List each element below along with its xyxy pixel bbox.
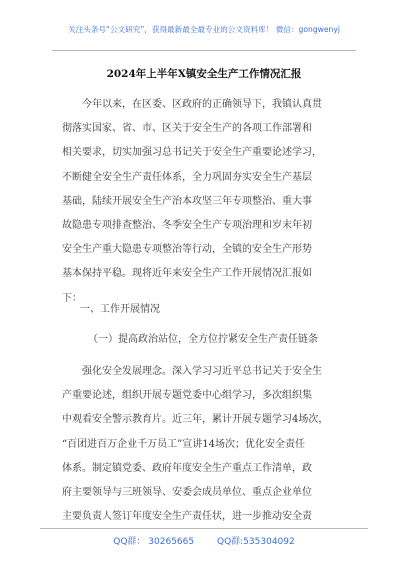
paragraph-line: 基本保持平稳。现将近年来安全生产工作开展情况汇报如 <box>62 268 312 280</box>
paragraph-line: 主要负责人签订年度安全生产责任状，进一步推动安全责 <box>62 511 312 523</box>
paragraph-line: “百团进百万企业千万员工”宣讲14场次；优化安全责任 <box>62 438 305 450</box>
paragraph-line: 安全生产重大隐患专项整治等行动，全镇的安全生产形势 <box>62 244 312 256</box>
header-divider <box>52 50 356 51</box>
footer-divider <box>40 528 368 529</box>
paragraph-line: 基础，陆续开展安全生产治本攻坚三年专项整治、重大事 <box>62 195 312 207</box>
paragraph-line: 体系。制定镇党委、政府年度安全生产重点工作清单，政 <box>62 462 312 474</box>
paragraph-intro <box>62 93 352 311</box>
document-title: 2024年上半年X镇安全生产工作情况汇报 <box>106 68 302 80</box>
paragraph-line: 今年以来，在区委、区政府的正确领导下，我镇认真贯 <box>82 99 322 110</box>
paragraph-line: 故隐患专项排查整治、冬季安全生产专项治理和岁末年初 <box>62 219 312 231</box>
paragraph-line: 强化安全发展理念。深入学习习近平总书记关于安全生 <box>82 366 322 377</box>
paragraph-line: 彻落实国家、省、市、区关于安全生产的各项工作部署和 <box>62 123 312 135</box>
paragraph-line: 中观看安全警示教育片。近三年，累计开展专题学习4场次， <box>62 414 329 426</box>
footer-qq-group-2: QQ群:535304092 <box>216 537 295 547</box>
subsection-heading: （一）提高政治站位，全方位拧紧安全生产责任链条 <box>88 334 318 345</box>
paragraph-line: 相关要求，切实加强习总书记关于安全生产重要论述学习， <box>62 147 322 159</box>
paragraph-line: 下： <box>62 292 82 304</box>
footer-qq-group-1: QQ群： 30265665 <box>113 537 195 547</box>
paragraph-line: 府主要领导与三班领导、安委会成员单位、重点企业单位 <box>62 486 312 498</box>
section-heading: 一、工作开展情况 <box>80 304 160 315</box>
footer <box>0 534 408 547</box>
paragraph-line: 不断健全安全生产责任体系，全力巩固夯实安全生产基层 <box>62 171 312 183</box>
header-banner: 关注头条号“公文研究”，获得最新最全最专业的公文资料库！ 微信：gongwenyj <box>68 25 340 34</box>
paragraph-safety <box>62 360 352 529</box>
paragraph-line: 产重要论述，组织开展专题党委中心组学习，多次组织集 <box>62 390 312 402</box>
